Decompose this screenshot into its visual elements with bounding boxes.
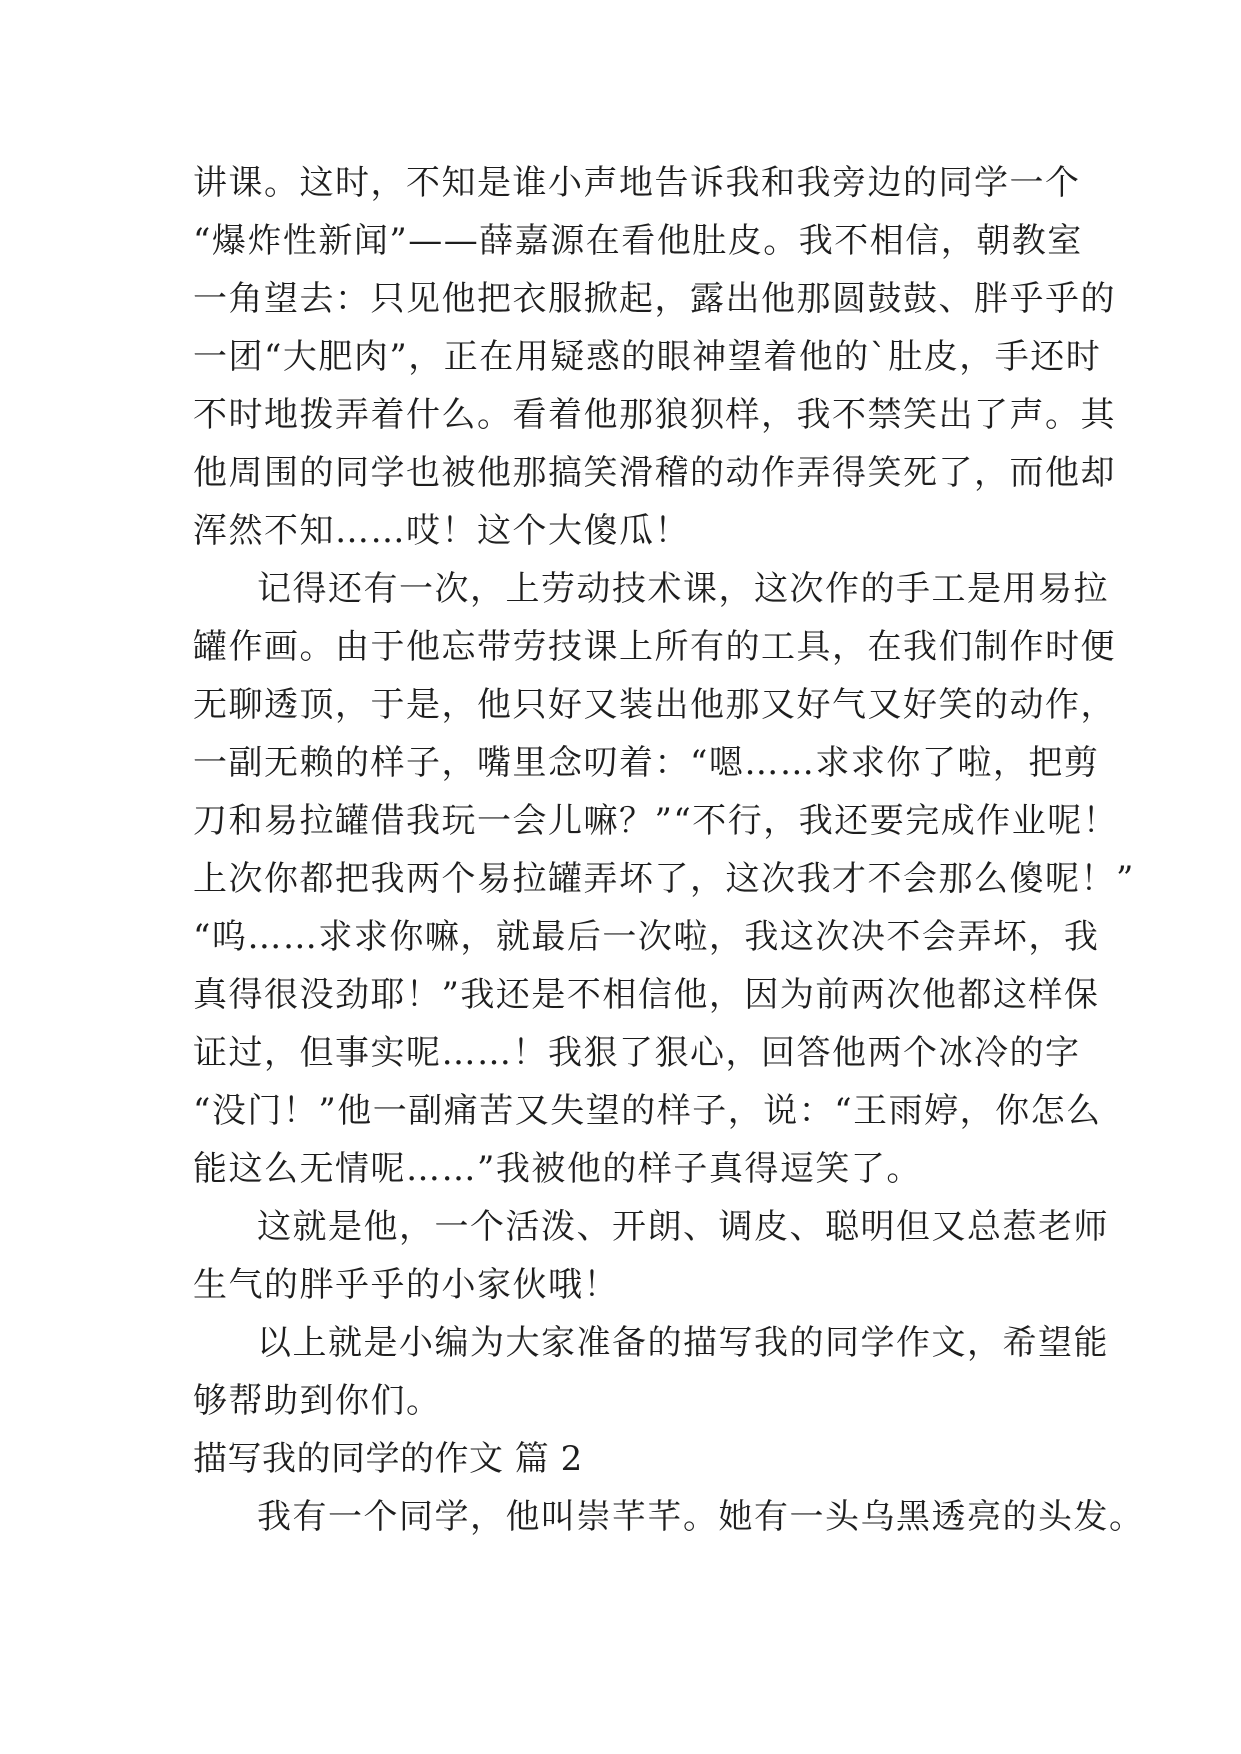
text-line: 他周围的同学也被他那搞笑滑稽的动作弄得笑死了，而他却 — [193, 453, 1116, 493]
text-line: 记得还有一次，上劳动技术课，这次作的手工是用易拉 — [257, 569, 1109, 609]
text-line: 能这么无情呢……”我被他的样子真得逗笑了。 — [193, 1149, 922, 1189]
text-line: 一团“大肥肉”，正在用疑惑的眼神望着他的`肚皮，手还时 — [193, 337, 1102, 377]
text-line: 这就是他，一个活泼、开朗、调皮、聪明但又总惹老师 — [257, 1207, 1109, 1247]
text-line: 够帮助到你们。 — [193, 1381, 442, 1421]
text-line: 无聊透顶，于是，他只好又装出他那又好气又好笑的动作， — [193, 685, 1116, 725]
text-line: 浑然不知……哎！这个大傻瓜！ — [193, 511, 690, 551]
text-line: 不时地拨弄着什么。看着他那狼狈样，我不禁笑出了声。其 — [193, 395, 1116, 435]
text-line: 罐作画。由于他忘带劳技课上所有的工具，在我们制作时便 — [193, 627, 1116, 667]
text-line: 一角望去：只见他把衣服掀起，露出他那圆鼓鼓、胖乎乎的 — [193, 279, 1116, 319]
text-line: 讲课。这时，不知是谁小声地告诉我和我旁边的同学一个 — [193, 163, 1081, 203]
text-line: “没门！”他一副痛苦又失望的样子，说：“王雨婷，你怎么 — [193, 1091, 1102, 1131]
text-line: 真得很没劲耶！”我还是不相信他，因为前两次他都这样保 — [193, 975, 1100, 1015]
text-line: “爆炸性新闻”——薛嘉源在看他肚皮。我不相信，朝教室 — [193, 221, 1083, 261]
text-line: 上次你都把我两个易拉罐弄坏了，这次我才不会那么傻呢！” — [193, 859, 1135, 899]
text-line: 我有一个同学，他叫崇芊芊。她有一头乌黑透亮的头发。 — [257, 1497, 1145, 1537]
document-page — [193, 154, 1145, 1546]
text-line: “呜……求求你嘛，就最后一次啦，我这次决不会弄坏，我 — [193, 917, 1100, 957]
text-line: 以上就是小编为大家准备的描写我的同学作文，希望能 — [257, 1323, 1109, 1363]
text-line: 生气的胖乎乎的小家伙哦！ — [193, 1265, 619, 1305]
text-line: 证过，但事实呢……！我狠了狠心，回答他两个冰冷的字 — [193, 1033, 1081, 1073]
document-body — [193, 154, 1145, 1546]
text-line: 刀和易拉罐借我玩一会儿嘛？”“不行，我还要完成作业呢！ — [193, 801, 1119, 841]
text-line: 一副无赖的样子，嘴里念叨着：“嗯……求求你了啦，把剪 — [193, 743, 1100, 783]
section-heading: 描写我的同学的作文 篇 2 — [193, 1439, 583, 1479]
